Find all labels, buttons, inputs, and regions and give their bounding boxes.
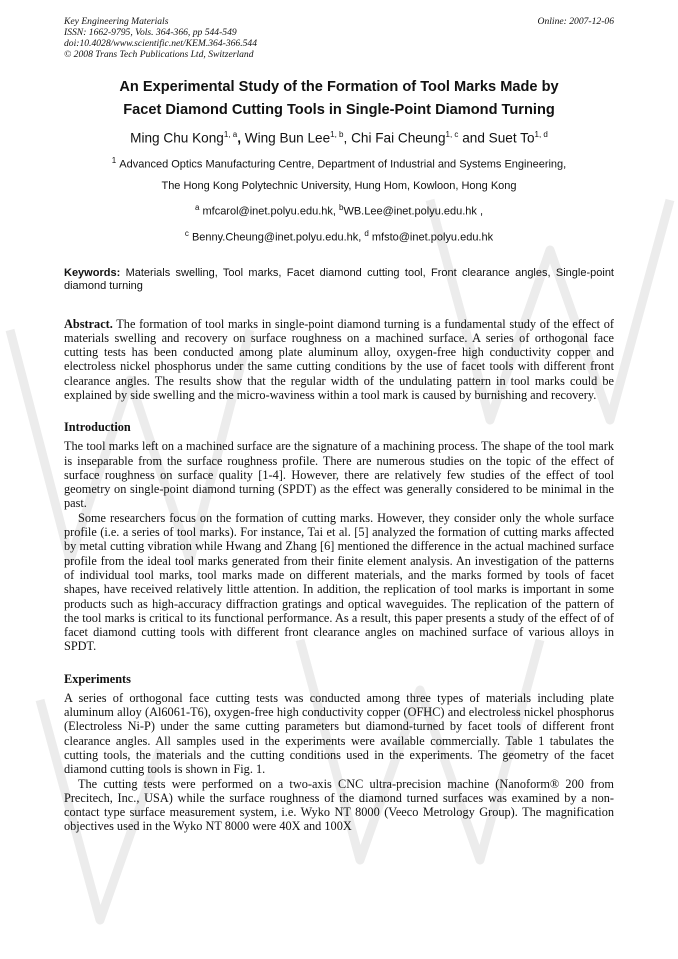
abstract-text: The formation of tool marks in single-point diamond turning is a fundamental study of the effect of materials swelling and recovery on surface roughness on a machined surface. A series of orthogonal face cutting tests has been conducted among plate aluminum alloy, oxygen-free high conductivity copper and electroless nickel phosphorus under the same cutting conditions by the use of facet tools with different front clearance angles. The results show that the regular width of the undulating pattern in tool marks could be explained by side swelling and the micro-waviness within a tool mark is caused by burnishing and recovery. <box>64 316 614 402</box>
section-heading-introduction: Introduction <box>64 420 131 435</box>
email-link[interactable]: mfcarol@inet.polyu.edu.hk, <box>202 205 336 218</box>
author-affil-marker: 1, b <box>330 130 344 139</box>
author-separator: and <box>458 130 489 146</box>
introduction-paragraph-1: The tool marks left on a machined surface are the signature of a machining process. The shape of the tool mark is inseparable from the surface roughness profile. There are numerous studies on the topic of the effect of surface roughness on surface quality [1-4]. However, there are relatively few studies of the effect of tool geometry on single-point diamond turning (SPDT) as the effect was generally considered to be minimal in the past. <box>64 439 614 511</box>
author-affil-marker: 1, a <box>223 130 238 139</box>
affiliation-block <box>64 150 614 250</box>
email-link[interactable]: Benny.Cheung@inet.polyu.edu.hk, <box>191 232 362 244</box>
keywords-text: Materials swelling, Tool marks, Facet diamond cutting tool, Front clearance angles, Single-point diamond turning <box>64 266 614 292</box>
online-date: Online: 2007-12-06 <box>537 16 614 27</box>
copyright-line: © 2008 Trans Tech Publications Ltd, Switzerland <box>64 49 254 60</box>
email-line-2 <box>64 223 614 249</box>
author-name: Chi Fai Cheung <box>351 130 446 146</box>
email-line-1 <box>64 197 614 223</box>
author-separator: , <box>343 130 352 146</box>
affiliation-line-2: The Hong Kong Polytechnic University, Hung Hom, Kowloon, Hong Kong <box>161 179 517 192</box>
affiliation-marker: 1 <box>111 155 117 165</box>
email-marker: a <box>194 203 200 213</box>
author-separator: , <box>237 130 245 146</box>
title-line-2: Facet Diamond Cutting Tools in Single-Point Diamond Turning <box>123 102 555 118</box>
email-marker: d <box>364 229 369 239</box>
keywords-label: Keywords: <box>64 266 121 279</box>
abstract <box>64 317 614 403</box>
email-link[interactable]: mfsto@inet.polyu.edu.hk <box>371 232 494 244</box>
affiliation-text: Advanced Optics Manufacturing Centre, Department of Industrial and Systems Engineering, <box>119 158 567 171</box>
author-name: Ming Chu Kong <box>130 130 224 146</box>
author-affil-marker: 1, d <box>534 130 548 139</box>
journal-name: Key Engineering Materials <box>64 16 169 27</box>
abstract-label: Abstract. <box>64 316 113 331</box>
title-line-1: An Experimental Study of the Formation of Tool Marks Made by <box>119 79 559 95</box>
paper-title <box>64 76 614 122</box>
author-name: Suet To <box>488 130 535 146</box>
issn-line: ISSN: 1662-9795, Vols. 364-366, pp 544-549 <box>64 27 237 38</box>
author-name: Wing Bun Lee <box>244 130 331 146</box>
section-heading-experiments: Experiments <box>64 671 131 686</box>
introduction-paragraph-2: Some researchers focus on the formation of cutting marks. However, they consider only the whole surface profile (i.e. a series of tool marks). For instance, Tai et al. [5] analyzed the formation of cutting marks affected by metal cutting vibration while Hwang and Zhang [6] mentioned the difference in the actual machined surface profile from the ideal tool marks generated from their finite element analysis. An investigation of the patterns of individual tool marks, tool marks made on different materials, and the marks formed by tools of facet shapes, have received relatively little attention. In addition, the replication of tool marks is important in some products such as high-accuracy diffraction gratings and optical waveguides. The replication of the pattern of the tool marks is critical to its functional performance. As a result, this paper presents a study of the effect of of facet diamond cutting tools with different front clearance angles on machined surface of various alloys in SPDT. <box>64 510 614 654</box>
journal-header <box>64 16 614 60</box>
experiments-paragraph-2: The cutting tests were performed on a two-axis CNC ultra-precision machine (Nanoform® 200 from Precitech, Inc., USA) while the surface roughness of the diamond turned surfaces was examined by a non-contact type surface measurement system, i.e. Wyko NT 8000 (Veeco Metrology Group). The magnification objectives used in the Wyko NT 8000 were 40X and 100X <box>64 776 614 834</box>
email-marker: c <box>184 229 189 239</box>
affiliation-line-1 <box>64 150 614 176</box>
author-affil-marker: 1, c <box>445 130 459 139</box>
doi-line[interactable]: doi:10.4028/www.scientific.net/KEM.364-366.544 <box>64 38 258 49</box>
paper-page <box>64 16 614 834</box>
email-marker: b <box>339 203 344 213</box>
keywords <box>64 267 614 294</box>
experiments-paragraph-1: A series of orthogonal face cutting tests was conducted among three types of materials including plate aluminum alloy (Al6061-T6), oxygen-free high conductivity copper (OFHC) and electroless nickel phosphorus (Electroless Ni-P) under the same cutting parameters but diamond-turned by facet tools of different front clearance angles. All samples used in the experiments were available commercially. Table 1 tabulates the cutting tools, the materials and the cutting conditions used in the experiments. The geometry of the facet diamond cutting tools is shown in Fig. 1. <box>64 690 614 777</box>
author-list <box>64 125 614 148</box>
email-link[interactable]: WB.Lee@inet.polyu.edu.hk , <box>343 205 484 218</box>
